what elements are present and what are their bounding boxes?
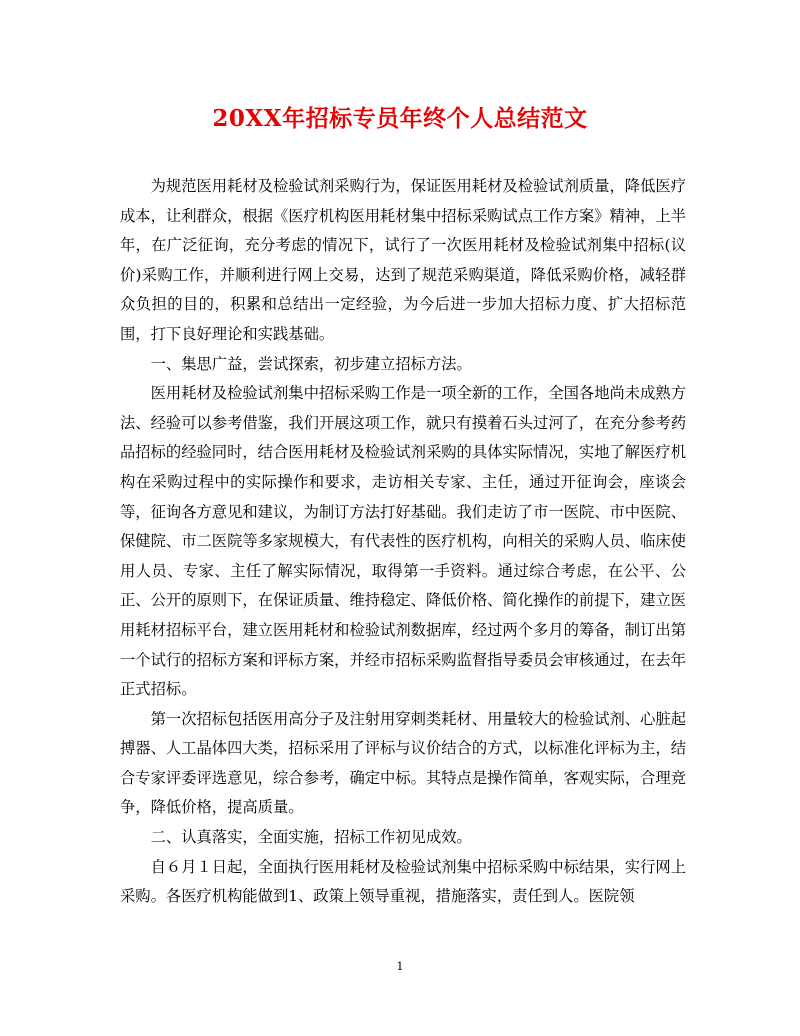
paragraph-section-2: 自６月１日起，全面执行医用耗材及检验试剂集中招标采购中标结果，实行网上采购。各医疗机构能做到1、政策上领导重视，措施落实，责任到人。医院领 [120, 857, 686, 906]
paragraph-first-tender: 第一次招标包括医用高分子及注射用穿刺类耗材、用量较大的检验试剂、心脏起搏器、人工晶体四大类，招标采用了评标与议价结合的方式，以标准化评标为主，结合专家评委评选意见，综合参考，确定中标。其特点是操作简单，客观实际，合理竞争，降低价格，提高质量。 [120, 709, 686, 817]
paragraph-intro: 为规范医用耗材及检验试剂采购行为，保证医用耗材及检验试剂质量，降低医疗成本，让利群众，根据《医疗机构医用耗材集中招标采购试点工作方案》精神，上半年，在广泛征询，充分考虑的情况下，试行了一次医用耗材及检验试剂集中招标(议价)采购工作，并顺利进行网上交易，达到了规范采购渠道，降低采购价格，减轻群众负担的目的，积累和总结出一定经验，为今后进一步加大招标力度、扩大招标范围，打下良好理论和实践基础。 [120, 177, 686, 343]
document-body [120, 172, 686, 912]
paragraph-section-1: 医用耗材及检验试剂集中招标采购工作是一项全新的工作，全国各地尚未成熟方法、经验可以参考借鉴，我们开展这项工作，就只有摸着石头过河了，在充分参考药品招标的经验同时，结合医用耗材及检验试剂采购的具体实际情况，实地了解医疗机构在采购过程中的实际操作和要求，走访相关专家、主任，通过开征询会，座谈会等，征询各方意见和建议，为制订方法打好基础。我们走访了市一医院、市中医院、保健院、市二医院等多家规模大，有代表性的医疗机构，向相关的采购人员、临床使用人员、专家、主任了解实际情况，取得第一手资料。通过综合考虑，在公平、公正、公开的原则下，在保证质量、维持稳定、降低价格、简化操作的前提下，建立医用耗材招标平台，建立医用耗材和检验试剂数据库，经过两个多月的筹备，制订出第一个试行的招标方案和评标方案，并经市招标采购监督指导委员会审核通过，在去年正式招标。 [120, 384, 686, 699]
document-title: 20XX年招标专员年终个人总结范文 [212, 105, 588, 132]
section-heading-1: 一、集思广益，尝试探索，初步建立招标方法。 [150, 354, 472, 373]
page-number: 1 [396, 960, 404, 973]
section-heading-2: 二、认真落实，全面实施，招标工作初见成效。 [150, 828, 472, 847]
